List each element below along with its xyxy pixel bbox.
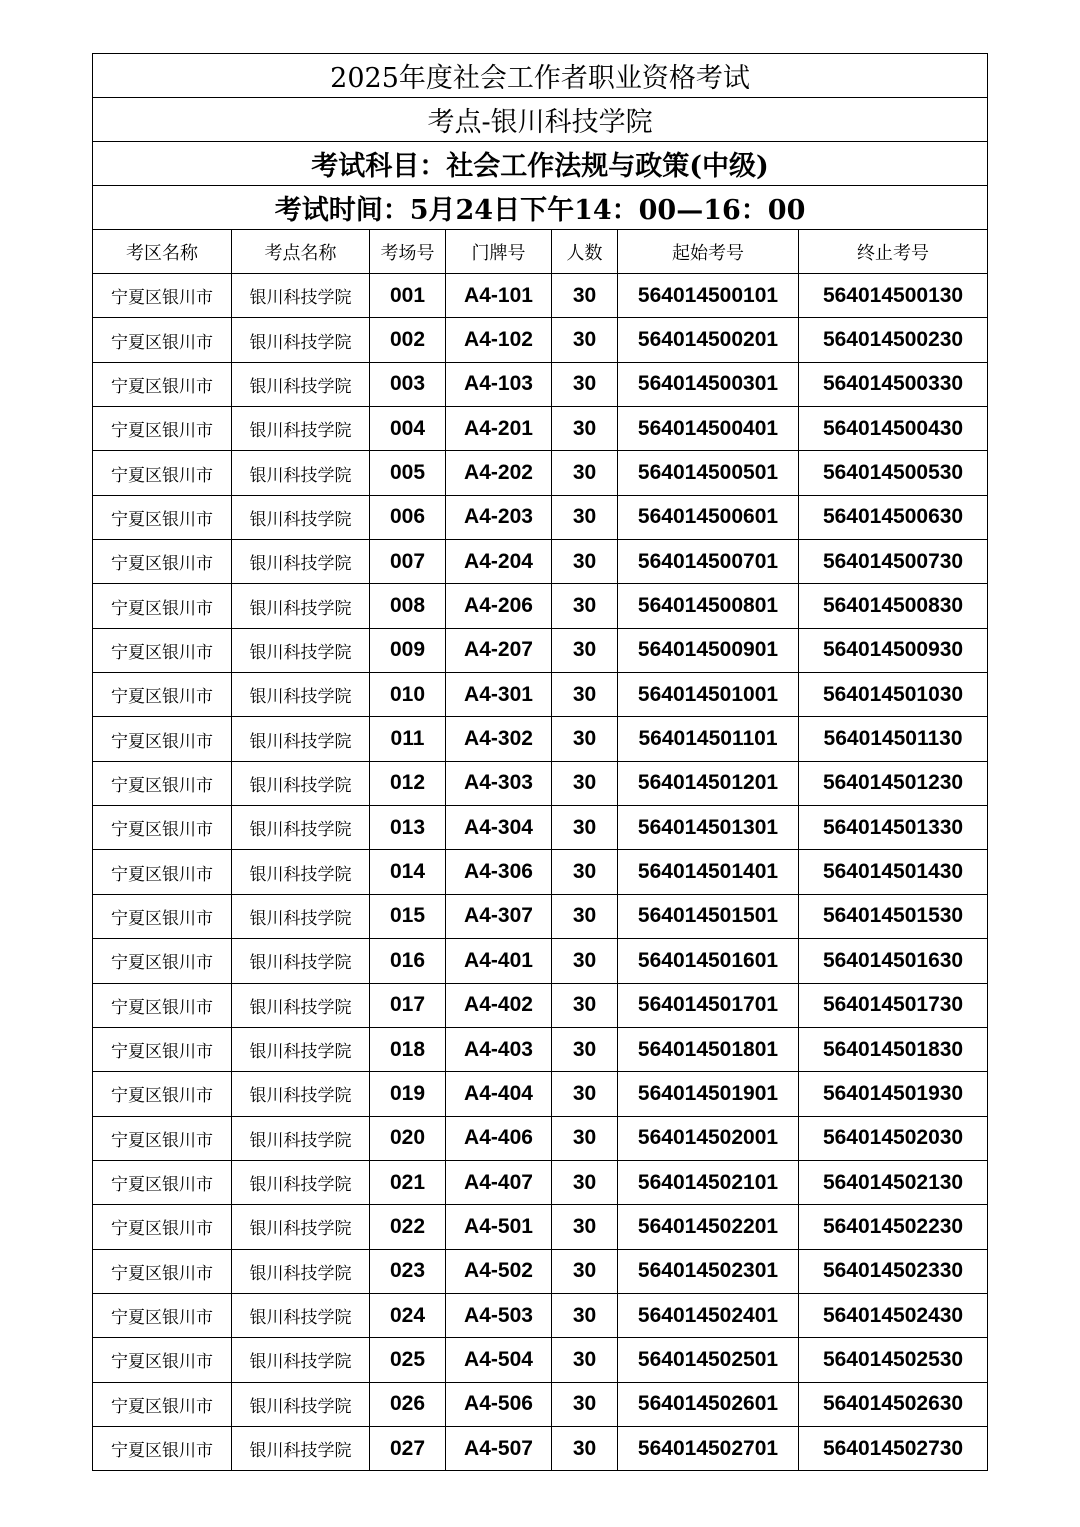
door-no-cell: A4-304 xyxy=(446,806,552,850)
end-id-cell: 564014501530 xyxy=(799,894,988,938)
venue-cell: 银川科技学院 xyxy=(232,1160,370,1204)
door-no-cell: A4-103 xyxy=(446,362,552,406)
door-no-cell: A4-402 xyxy=(446,983,552,1027)
door-no-cell: A4-207 xyxy=(446,628,552,672)
room-no-cell: 020 xyxy=(370,1116,446,1160)
start-id-cell: 564014501701 xyxy=(618,983,799,1027)
venue-cell: 银川科技学院 xyxy=(232,1338,370,1382)
district-cell: 宁夏区银川市 xyxy=(93,1426,232,1470)
door-no-cell: A4-401 xyxy=(446,939,552,983)
room-no-cell: 010 xyxy=(370,673,446,717)
table-row xyxy=(93,318,988,362)
count-cell: 30 xyxy=(552,761,618,805)
room-no-cell: 009 xyxy=(370,628,446,672)
district-cell: 宁夏区银川市 xyxy=(93,939,232,983)
door-no-cell: A4-204 xyxy=(446,540,552,584)
end-id-cell: 564014500430 xyxy=(799,407,988,451)
start-id-cell: 564014500601 xyxy=(618,495,799,539)
end-id-cell: 564014501930 xyxy=(799,1072,988,1116)
count-cell: 30 xyxy=(552,894,618,938)
district-cell: 宁夏区银川市 xyxy=(93,1027,232,1071)
column-header-district: 考区名称 xyxy=(93,230,232,274)
column-header-room-no: 考场号 xyxy=(370,230,446,274)
table-row xyxy=(93,1116,988,1160)
room-no-cell: 021 xyxy=(370,1160,446,1204)
table-row xyxy=(93,1072,988,1116)
venue-cell: 银川科技学院 xyxy=(232,1426,370,1470)
door-no-cell: A4-501 xyxy=(446,1205,552,1249)
count-cell: 30 xyxy=(552,362,618,406)
room-no-cell: 013 xyxy=(370,806,446,850)
start-id-cell: 564014502301 xyxy=(618,1249,799,1293)
start-id-cell: 564014502401 xyxy=(618,1293,799,1337)
exam-subject: 考试科目：社会工作法规与政策(中级) xyxy=(93,142,988,186)
end-id-cell: 564014502230 xyxy=(799,1205,988,1249)
district-cell: 宁夏区银川市 xyxy=(93,850,232,894)
district-cell: 宁夏区银川市 xyxy=(93,540,232,584)
count-cell: 30 xyxy=(552,1426,618,1470)
count-cell: 30 xyxy=(552,407,618,451)
room-no-cell: 026 xyxy=(370,1382,446,1426)
exam-room-table xyxy=(92,53,988,1471)
door-no-cell: A4-504 xyxy=(446,1338,552,1382)
column-header-end-id: 终止考号 xyxy=(799,230,988,274)
venue-cell: 银川科技学院 xyxy=(232,1027,370,1071)
end-id-cell: 564014501130 xyxy=(799,717,988,761)
end-id-cell: 564014501430 xyxy=(799,850,988,894)
start-id-cell: 564014500201 xyxy=(618,318,799,362)
door-no-cell: A4-202 xyxy=(446,451,552,495)
venue-cell: 银川科技学院 xyxy=(232,407,370,451)
venue-cell: 银川科技学院 xyxy=(232,274,370,318)
start-id-cell: 564014502201 xyxy=(618,1205,799,1249)
table-row xyxy=(93,540,988,584)
start-id-cell: 564014501101 xyxy=(618,717,799,761)
start-id-cell: 564014500401 xyxy=(618,407,799,451)
venue-cell: 银川科技学院 xyxy=(232,495,370,539)
start-id-cell: 564014500301 xyxy=(618,362,799,406)
door-no-cell: A4-102 xyxy=(446,318,552,362)
table-row xyxy=(93,362,988,406)
column-header-venue: 考点名称 xyxy=(232,230,370,274)
venue-cell: 银川科技学院 xyxy=(232,628,370,672)
table-row xyxy=(93,628,988,672)
document-title: 2025年度社会工作者职业资格考试 xyxy=(93,54,988,98)
district-cell: 宁夏区银川市 xyxy=(93,628,232,672)
room-no-cell: 014 xyxy=(370,850,446,894)
table-row xyxy=(93,761,988,805)
end-id-cell: 564014502330 xyxy=(799,1249,988,1293)
end-id-cell: 564014502530 xyxy=(799,1338,988,1382)
end-id-cell: 564014500830 xyxy=(799,584,988,628)
door-no-cell: A4-201 xyxy=(446,407,552,451)
table-row xyxy=(93,1293,988,1337)
start-id-cell: 564014501501 xyxy=(618,894,799,938)
venue-cell: 银川科技学院 xyxy=(232,584,370,628)
venue-cell: 银川科技学院 xyxy=(232,451,370,495)
start-id-cell: 564014501901 xyxy=(618,1072,799,1116)
venue-cell: 银川科技学院 xyxy=(232,1116,370,1160)
exam-venue: 考点-银川科技学院 xyxy=(93,98,988,142)
room-no-cell: 016 xyxy=(370,939,446,983)
room-no-cell: 011 xyxy=(370,717,446,761)
door-no-cell: A4-404 xyxy=(446,1072,552,1116)
room-no-cell: 008 xyxy=(370,584,446,628)
end-id-cell: 564014501830 xyxy=(799,1027,988,1071)
district-cell: 宁夏区银川市 xyxy=(93,1249,232,1293)
room-no-cell: 012 xyxy=(370,761,446,805)
start-id-cell: 564014502701 xyxy=(618,1426,799,1470)
district-cell: 宁夏区银川市 xyxy=(93,451,232,495)
door-no-cell: A4-203 xyxy=(446,495,552,539)
count-cell: 30 xyxy=(552,1160,618,1204)
count-cell: 30 xyxy=(552,1072,618,1116)
start-id-cell: 564014501001 xyxy=(618,673,799,717)
venue-cell: 银川科技学院 xyxy=(232,318,370,362)
count-cell: 30 xyxy=(552,983,618,1027)
door-no-cell: A4-306 xyxy=(446,850,552,894)
room-no-cell: 017 xyxy=(370,983,446,1027)
start-id-cell: 564014500701 xyxy=(618,540,799,584)
end-id-cell: 564014502030 xyxy=(799,1116,988,1160)
door-no-cell: A4-502 xyxy=(446,1249,552,1293)
room-no-cell: 006 xyxy=(370,495,446,539)
table-row xyxy=(93,717,988,761)
venue-cell: 银川科技学院 xyxy=(232,806,370,850)
room-no-cell: 025 xyxy=(370,1338,446,1382)
table-row xyxy=(93,407,988,451)
district-cell: 宁夏区银川市 xyxy=(93,407,232,451)
venue-cell: 银川科技学院 xyxy=(232,540,370,584)
district-cell: 宁夏区银川市 xyxy=(93,1338,232,1382)
district-cell: 宁夏区银川市 xyxy=(93,362,232,406)
table-row xyxy=(93,1426,988,1470)
room-no-cell: 001 xyxy=(370,274,446,318)
table-row xyxy=(93,584,988,628)
door-no-cell: A4-206 xyxy=(446,584,552,628)
end-id-cell: 564014501630 xyxy=(799,939,988,983)
count-cell: 30 xyxy=(552,495,618,539)
column-header-door-no: 门牌号 xyxy=(446,230,552,274)
district-cell: 宁夏区银川市 xyxy=(93,1116,232,1160)
district-cell: 宁夏区银川市 xyxy=(93,495,232,539)
end-id-cell: 564014502630 xyxy=(799,1382,988,1426)
district-cell: 宁夏区银川市 xyxy=(93,761,232,805)
table-row xyxy=(93,1249,988,1293)
end-id-cell: 564014501230 xyxy=(799,761,988,805)
room-no-cell: 004 xyxy=(370,407,446,451)
venue-cell: 银川科技学院 xyxy=(232,1072,370,1116)
district-cell: 宁夏区银川市 xyxy=(93,806,232,850)
start-id-cell: 564014501601 xyxy=(618,939,799,983)
door-no-cell: A4-403 xyxy=(446,1027,552,1071)
district-cell: 宁夏区银川市 xyxy=(93,673,232,717)
venue-cell: 银川科技学院 xyxy=(232,894,370,938)
room-no-cell: 027 xyxy=(370,1426,446,1470)
table-row xyxy=(93,850,988,894)
end-id-cell: 564014501030 xyxy=(799,673,988,717)
start-id-cell: 564014502501 xyxy=(618,1338,799,1382)
district-cell: 宁夏区银川市 xyxy=(93,318,232,362)
count-cell: 30 xyxy=(552,1382,618,1426)
end-id-cell: 564014500730 xyxy=(799,540,988,584)
table-row xyxy=(93,983,988,1027)
count-cell: 30 xyxy=(552,806,618,850)
end-id-cell: 564014500930 xyxy=(799,628,988,672)
district-cell: 宁夏区银川市 xyxy=(93,1160,232,1204)
venue-cell: 银川科技学院 xyxy=(232,939,370,983)
end-id-cell: 564014502130 xyxy=(799,1160,988,1204)
column-header-start-id: 起始考号 xyxy=(618,230,799,274)
door-no-cell: A4-307 xyxy=(446,894,552,938)
start-id-cell: 564014500501 xyxy=(618,451,799,495)
district-cell: 宁夏区银川市 xyxy=(93,717,232,761)
count-cell: 30 xyxy=(552,1293,618,1337)
end-id-cell: 564014502730 xyxy=(799,1426,988,1470)
count-cell: 30 xyxy=(552,584,618,628)
count-cell: 30 xyxy=(552,274,618,318)
count-cell: 30 xyxy=(552,850,618,894)
door-no-cell: A4-101 xyxy=(446,274,552,318)
start-id-cell: 564014501301 xyxy=(618,806,799,850)
count-cell: 30 xyxy=(552,1249,618,1293)
exam-time: 考试时间：5月24日下午14：00—16：00 xyxy=(93,186,988,230)
count-cell: 30 xyxy=(552,318,618,362)
table-row xyxy=(93,1027,988,1071)
door-no-cell: A4-506 xyxy=(446,1382,552,1426)
count-cell: 30 xyxy=(552,540,618,584)
count-cell: 30 xyxy=(552,717,618,761)
table-row xyxy=(93,495,988,539)
start-id-cell: 564014502101 xyxy=(618,1160,799,1204)
district-cell: 宁夏区银川市 xyxy=(93,584,232,628)
end-id-cell: 564014500230 xyxy=(799,318,988,362)
door-no-cell: A4-303 xyxy=(446,761,552,805)
room-no-cell: 023 xyxy=(370,1249,446,1293)
start-id-cell: 564014502601 xyxy=(618,1382,799,1426)
count-cell: 30 xyxy=(552,939,618,983)
table-row xyxy=(93,1160,988,1204)
door-no-cell: A4-503 xyxy=(446,1293,552,1337)
venue-cell: 银川科技学院 xyxy=(232,983,370,1027)
table-row xyxy=(93,939,988,983)
table-row xyxy=(93,673,988,717)
start-id-cell: 564014501201 xyxy=(618,761,799,805)
table-row xyxy=(93,806,988,850)
door-no-cell: A4-302 xyxy=(446,717,552,761)
table-row xyxy=(93,274,988,318)
venue-cell: 银川科技学院 xyxy=(232,761,370,805)
district-cell: 宁夏区银川市 xyxy=(93,1293,232,1337)
venue-cell: 银川科技学院 xyxy=(232,1205,370,1249)
end-id-cell: 564014500530 xyxy=(799,451,988,495)
venue-cell: 银川科技学院 xyxy=(232,717,370,761)
room-no-cell: 024 xyxy=(370,1293,446,1337)
start-id-cell: 564014501401 xyxy=(618,850,799,894)
table-row xyxy=(93,1338,988,1382)
start-id-cell: 564014502001 xyxy=(618,1116,799,1160)
end-id-cell: 564014500330 xyxy=(799,362,988,406)
table-row xyxy=(93,1205,988,1249)
end-id-cell: 564014502430 xyxy=(799,1293,988,1337)
start-id-cell: 564014500101 xyxy=(618,274,799,318)
room-no-cell: 007 xyxy=(370,540,446,584)
venue-cell: 银川科技学院 xyxy=(232,1293,370,1337)
door-no-cell: A4-406 xyxy=(446,1116,552,1160)
count-cell: 30 xyxy=(552,451,618,495)
start-id-cell: 564014501801 xyxy=(618,1027,799,1071)
venue-cell: 银川科技学院 xyxy=(232,673,370,717)
door-no-cell: A4-301 xyxy=(446,673,552,717)
district-cell: 宁夏区银川市 xyxy=(93,894,232,938)
table-row xyxy=(93,1382,988,1426)
column-header-count: 人数 xyxy=(552,230,618,274)
count-cell: 30 xyxy=(552,1116,618,1160)
room-no-cell: 003 xyxy=(370,362,446,406)
door-no-cell: A4-507 xyxy=(446,1426,552,1470)
district-cell: 宁夏区银川市 xyxy=(93,1072,232,1116)
column-header-row xyxy=(93,230,988,274)
start-id-cell: 564014500801 xyxy=(618,584,799,628)
end-id-cell: 564014500630 xyxy=(799,495,988,539)
district-cell: 宁夏区银川市 xyxy=(93,274,232,318)
district-cell: 宁夏区银川市 xyxy=(93,983,232,1027)
room-no-cell: 002 xyxy=(370,318,446,362)
end-id-cell: 564014500130 xyxy=(799,274,988,318)
end-id-cell: 564014501330 xyxy=(799,806,988,850)
table-row xyxy=(93,451,988,495)
count-cell: 30 xyxy=(552,673,618,717)
count-cell: 30 xyxy=(552,1205,618,1249)
count-cell: 30 xyxy=(552,628,618,672)
room-no-cell: 015 xyxy=(370,894,446,938)
room-no-cell: 018 xyxy=(370,1027,446,1071)
district-cell: 宁夏区银川市 xyxy=(93,1205,232,1249)
end-id-cell: 564014501730 xyxy=(799,983,988,1027)
room-no-cell: 022 xyxy=(370,1205,446,1249)
venue-cell: 银川科技学院 xyxy=(232,1249,370,1293)
venue-cell: 银川科技学院 xyxy=(232,1382,370,1426)
room-no-cell: 019 xyxy=(370,1072,446,1116)
room-no-cell: 005 xyxy=(370,451,446,495)
door-no-cell: A4-407 xyxy=(446,1160,552,1204)
venue-cell: 银川科技学院 xyxy=(232,362,370,406)
table-row xyxy=(93,894,988,938)
count-cell: 30 xyxy=(552,1338,618,1382)
venue-cell: 银川科技学院 xyxy=(232,850,370,894)
district-cell: 宁夏区银川市 xyxy=(93,1382,232,1426)
start-id-cell: 564014500901 xyxy=(618,628,799,672)
count-cell: 30 xyxy=(552,1027,618,1071)
